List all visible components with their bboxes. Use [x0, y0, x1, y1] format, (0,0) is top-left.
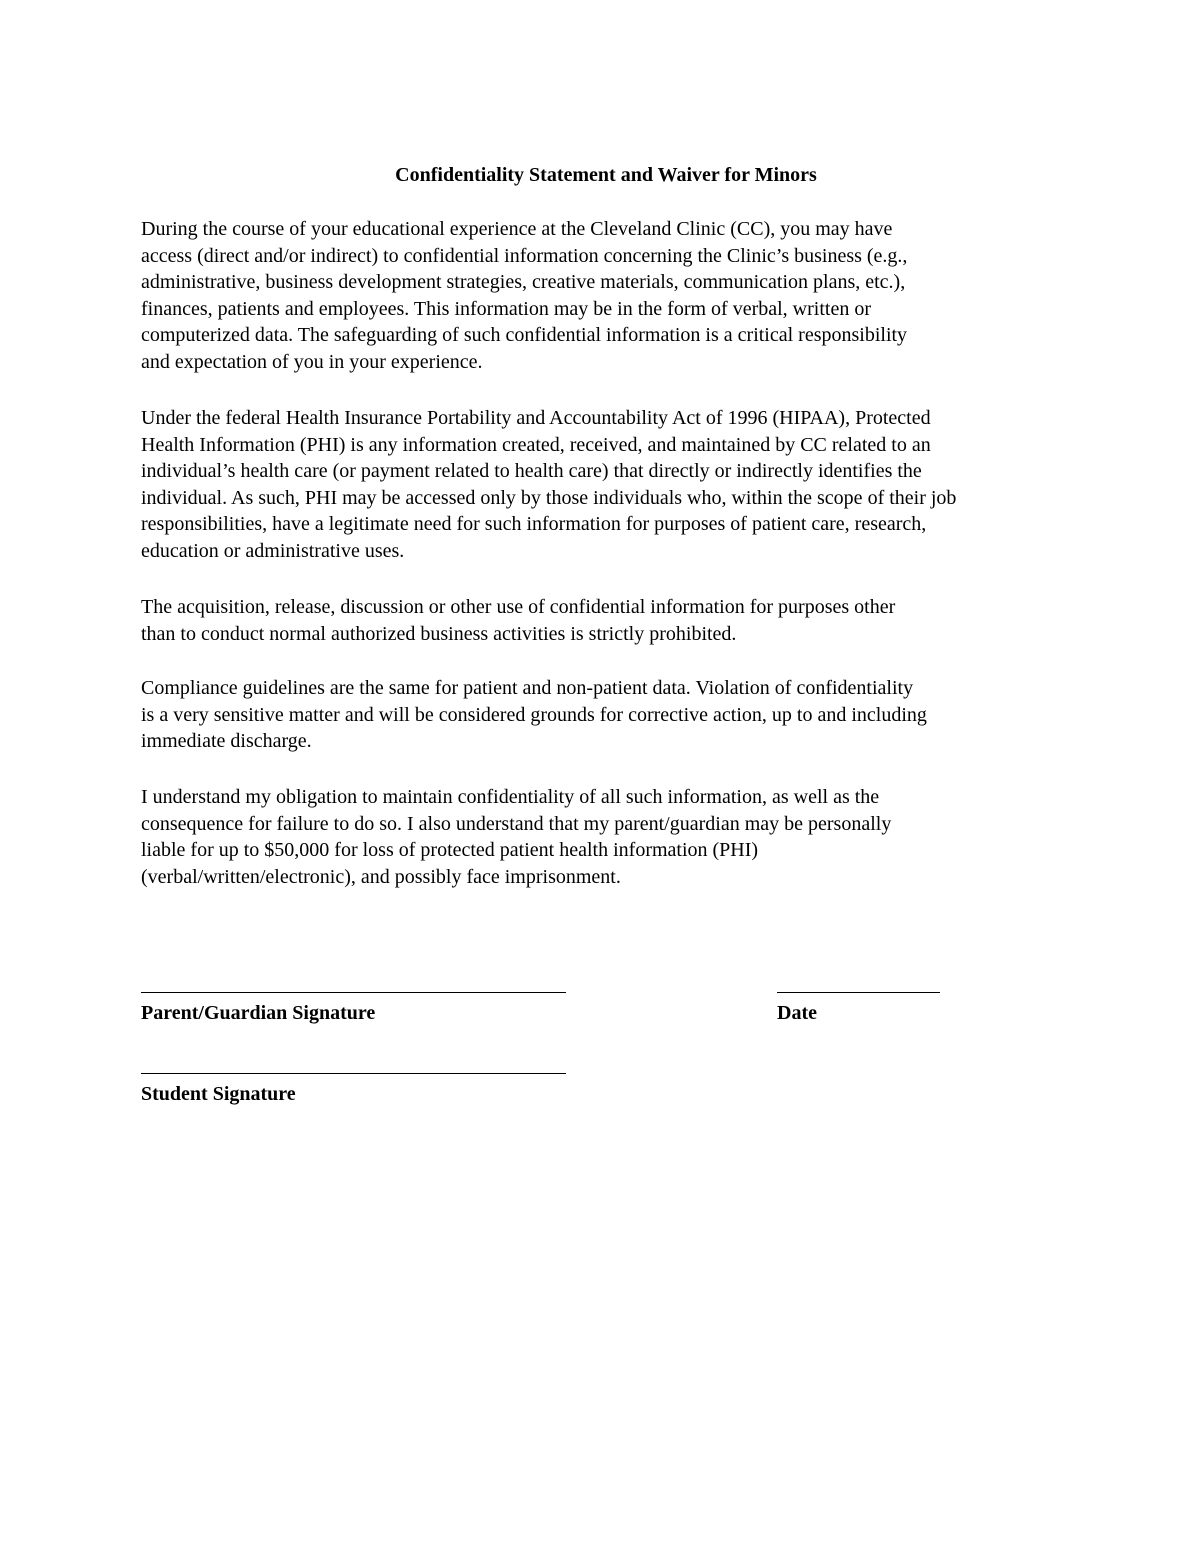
- paragraph-line: I understand my obligation to maintain confidentiality of all such information, as well as the: [141, 786, 880, 808]
- paragraph-prohibited-use: [141, 594, 895, 647]
- paragraph-line: individual’s health care (or payment related to health care) that directly or indirectly identifies the: [141, 460, 922, 483]
- paragraph-line: administrative, business development strategies, creative materials, communication plans, etc.),: [141, 271, 906, 294]
- paragraph-line: Health Information (PHI) is any information created, received, and maintained by CC related to an: [141, 433, 931, 456]
- paragraph-line: immediate discharge.: [141, 730, 312, 753]
- paragraph-line: finances, patients and employees. This information may be in the form of verbal, written or: [141, 297, 871, 320]
- paragraph-line: During the course of your educational experience at the Cleveland Clinic (CC), you may have: [141, 218, 893, 240]
- parent-signature-line: [141, 992, 566, 993]
- paragraph-line: consequence for failure to do so. I also understand that my parent/guardian may be personally: [141, 812, 892, 835]
- paragraph-access-to-information: [141, 216, 907, 376]
- paragraph-line: responsibilities, have a legitimate need for such information for purposes of patient care, research,: [141, 513, 927, 536]
- paragraph-line: Compliance guidelines are the same for patient and non-patient data. Violation of confidentiality: [141, 677, 914, 699]
- student-signature-line: [141, 1073, 566, 1074]
- paragraph-line: (verbal/written/electronic), and possibly face imprisonment.: [141, 865, 621, 888]
- document-title: Confidentiality Statement and Waiver for Minors: [395, 164, 817, 186]
- student-signature-label: Student Signature: [141, 1083, 296, 1105]
- paragraph-line: The acquisition, release, discussion or other use of confidential information for purposes other: [141, 596, 896, 618]
- paragraph-line: individual. As such, PHI may be accessed only by those individuals who, within the scope of their job: [141, 486, 957, 509]
- paragraph-line: education or administrative uses.: [141, 539, 405, 562]
- paragraph-line: is a very sensitive matter and will be considered grounds for corrective action, up to and including: [141, 703, 927, 726]
- paragraph-acknowledgement: [141, 784, 891, 890]
- paragraph-hipaa: [141, 405, 956, 565]
- paragraph-compliance: [141, 675, 927, 755]
- paragraph-line: liable for up to $50,000 for loss of protected patient health information (PHI): [141, 839, 759, 862]
- paragraph-line: Under the federal Health Insurance Portability and Accountability Act of 1996 (HIPAA), Protected: [141, 407, 931, 429]
- parent-signature-label: Parent/Guardian Signature: [141, 1002, 376, 1024]
- date-label: Date: [777, 1002, 817, 1024]
- date-line: [777, 992, 940, 993]
- paragraph-line: than to conduct normal authorized business activities is strictly prohibited.: [141, 622, 737, 645]
- paragraph-line: access (direct and/or indirect) to confidential information concerning the Clinic’s business (e.g.,: [141, 244, 908, 267]
- paragraph-line: and expectation of you in your experience.: [141, 350, 483, 373]
- paragraph-line: computerized data. The safeguarding of such confidential information is a critical responsibility: [141, 324, 908, 347]
